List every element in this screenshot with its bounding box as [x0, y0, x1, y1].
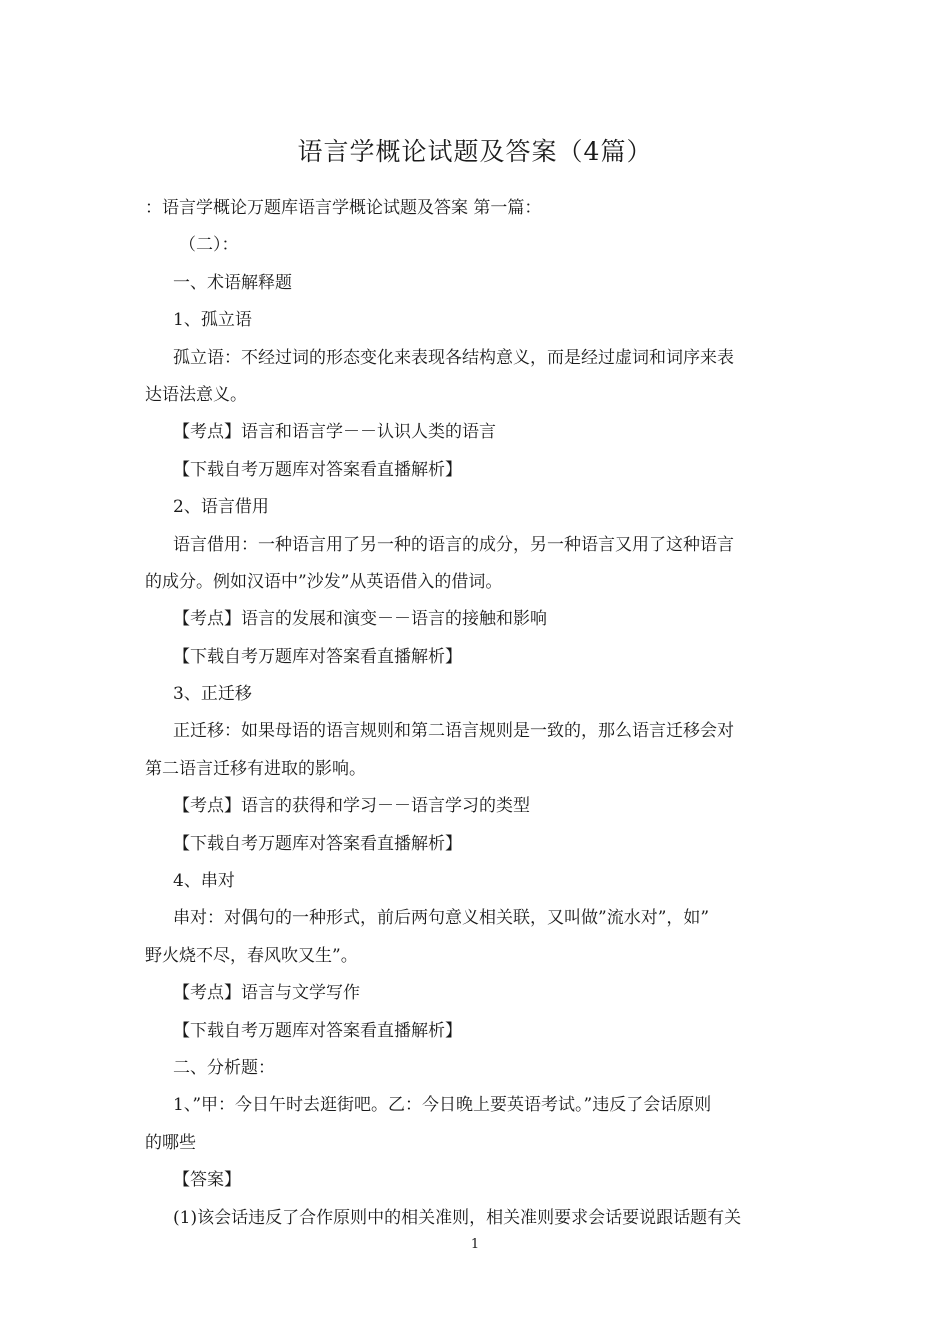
term-heading-1: 1、孤立语 — [173, 310, 252, 331]
download-note-2: 【下载自考万题库对答案看直播解析】 — [173, 646, 462, 667]
term-heading-3: 3、正迁移 — [173, 684, 252, 705]
analysis-question-1: 1、”甲：今日午时去逛街吧。乙：今日晚上要英语考试。”违反了会话原则 — [173, 1095, 712, 1116]
section-heading-terms: 一、术语解释题 — [173, 272, 292, 293]
document-body — [145, 190, 810, 1237]
intro-line: ：语言学概论万题库语言学概论试题及答案 第一篇： — [145, 198, 542, 218]
term-definition-3: 正迁移：如果母语的语言规则和第二语言规则是一致的，那么语言迁移会对 — [173, 721, 734, 742]
page-number: 1 — [470, 1237, 480, 1252]
section-heading-analysis: 二、分析题： — [173, 1057, 275, 1078]
term-definition-1-cont: 达语法意义。 — [145, 384, 247, 405]
term-definition-1: 孤立语：不经过词的形态变化来表现各结构意义，而是经过虚词和词序来表 — [173, 347, 734, 368]
answer-label: 【答案】 — [173, 1170, 241, 1191]
term-heading-2: 2、语言借用 — [173, 497, 269, 518]
exam-point-2: 【考点】语言的发展和演变－－语言的接触和影响 — [173, 609, 547, 630]
term-definition-4: 串对：对偶句的一种形式，前后两句意义相关联，又叫做”流水对”，如” — [173, 908, 710, 929]
download-note-4: 【下载自考万题库对答案看直播解析】 — [173, 1020, 462, 1041]
download-note-3: 【下载自考万题库对答案看直播解析】 — [173, 833, 462, 854]
term-definition-2: 语言借用：一种语言用了另一种的语言的成分，另一种语言又用了这种语言 — [173, 534, 734, 555]
term-heading-4: 4、串对 — [173, 871, 235, 892]
exam-point-3: 【考点】语言的获得和学习－－语言学习的类型 — [173, 796, 530, 817]
download-note-1: 【下载自考万题库对答案看直播解析】 — [173, 459, 462, 480]
exam-point-1: 【考点】语言和语言学－－认识人类的语言 — [173, 422, 496, 443]
exam-point-4: 【考点】语言与文学写作 — [173, 983, 360, 1004]
section-marker: （二）： — [179, 235, 239, 256]
term-definition-3-cont: 第二语言迁移有进取的影响。 — [145, 758, 366, 779]
term-definition-2-cont: 的成分。例如汉语中”沙发”从英语借入的借词。 — [145, 571, 503, 592]
answer-text-1: (1)该会话违反了合作原则中的相关准则，相关准则要求会话要说跟话题有关 — [173, 1207, 742, 1228]
analysis-question-1-cont: 的哪些 — [145, 1132, 196, 1153]
document-title: 语言学概论试题及答案（4篇） — [297, 137, 653, 166]
term-definition-4-cont: 野火烧不尽，春风吹又生”。 — [145, 945, 358, 966]
